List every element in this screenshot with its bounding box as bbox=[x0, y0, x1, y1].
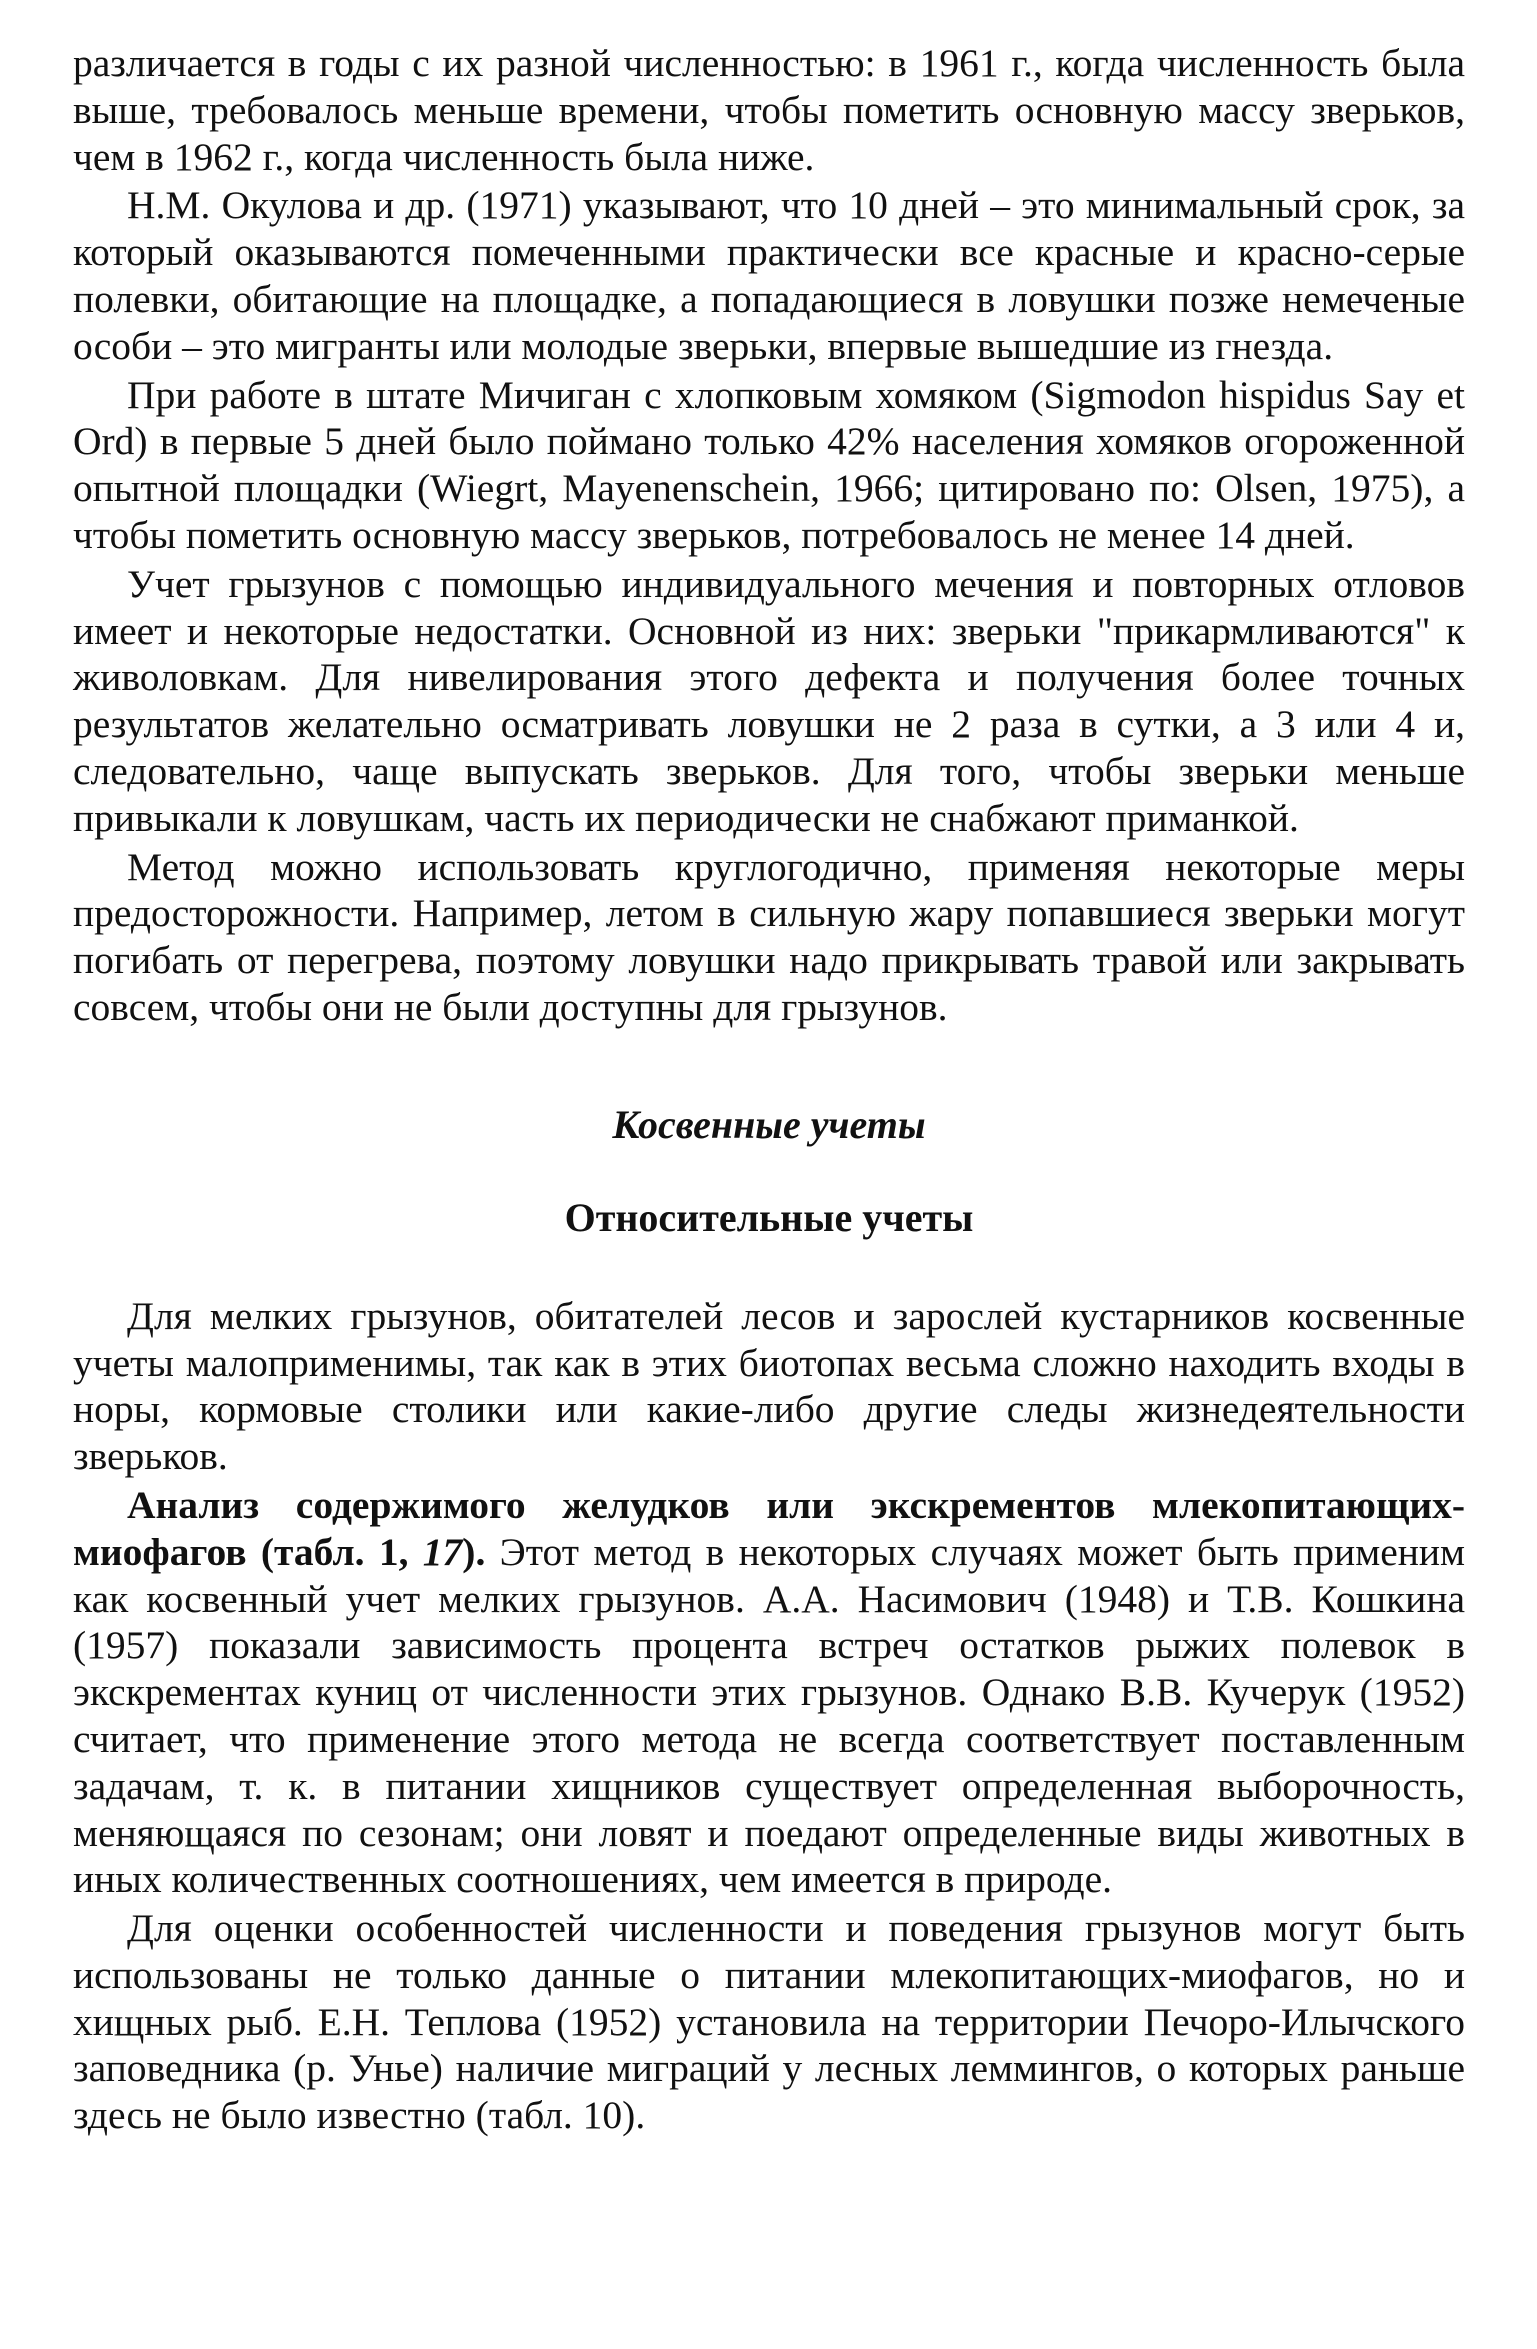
paragraph-year-round: Метод можно использовать круглогодично, применяя некоторые меры предосторожности. Например, летом в сильную жару попавшиеся зверьки могут погибать от перегрева, поэтому ловушки надо прикрывать травой или закрывать совсем, чтобы они не были доступны для грызунов. bbox=[73, 844, 1465, 1029]
paragraph-last: Для оценки особенностей численности и поведения грызунов могут быть использованы не только данные о питании млекопитающих-миофагов, но и хищных рыб. Е.Н. Теплова (1952) установила на территории Печоро-Илычского заповедника (р. Унье) наличие миграций у лесных леммингов, о которых раньше здесь не было известно (табл. 10). bbox=[73, 1906, 1465, 2138]
analysis-text: Этот метод в некоторых случаях может быть применим как косвенный учет мелких грызунов. А.А. Насимович (1948) и Т.В. Кошкина (1957) показали зависимость процента встреч остатков рыжих полевок в экскрементах куниц от численности этих грызунов. Однако В.В. Кучерук (1952) считает, что применение этого метода не всегда соответствует поставленным задачам, т. к. в питании хищников существует определенная выборочность, меняющаяся по сезонам; они ловят и поедают определенные виды животных в иных количественных соотношениях, чем имеется в природе. bbox=[73, 1529, 1465, 1902]
analysis-bold-lead: Анализ содержимого желудков или экскрементов млекопитающих-миофагов (табл. 1, bbox=[73, 1482, 1465, 1574]
analysis-bold-close: ). bbox=[462, 1529, 486, 1574]
paragraph-okulova: Н.М. Окулова и др. (1971) указывают, что 10 дней – это минимальный срок, за который оказываются помеченными практически все красные и красно-серые полевки, обитающие на площадке, а попадающиеся в ловушки позже немеченые особи – это мигранты или молодые зверьки, впервые вышедшие из гнезда. bbox=[73, 183, 1465, 368]
analysis-table-ref: 17 bbox=[422, 1529, 463, 1574]
paragraph-michigan: При работе в штате Мичиган с хлопковым хомяком (Sigmodon hispidus Say et Ord) в первые 5 дней было поймано только 42% населения хомяков огороженной опытной площадки (Wiegrt, Mayenenschein, 1966; цитировано по: Olsen, 1975), а чтобы пометить основную массу зверьков, потребовалось не менее 14 дней. bbox=[73, 372, 1465, 557]
subsection-heading: Относительные учеты bbox=[564, 1194, 974, 1240]
section-heading: Косвенные учеты bbox=[612, 1101, 926, 1147]
paragraph-analysis bbox=[73, 1482, 1465, 1903]
paragraph-intro: Для мелких грызунов, обитателей лесов и зарослей кустарников косвенные учеты малоприменимы, так как в этих биотопах весьма сложно находить входы в норы, кормовые столики или какие-либо другие следы жизнедеятельности зверьков. bbox=[73, 1293, 1465, 1479]
document-page bbox=[73, 40, 1465, 2141]
paragraph-continued: различается в годы с их разной численностью: в 1961 г., когда численность была выше, требовалось меньше времени, чтобы пометить основную массу зверьков, чем в 1962 г., когда численность была ниже. bbox=[73, 41, 1465, 179]
paragraph-drawbacks: Учет грызунов с помощью индивидуального мечения и повторных отловов имеет и некоторые недостатки. Основной из них: зверьки "прикармливаются" к живоловкам. Для нивелирования этого дефекта и получения более точных результатов желательно осматривать ловушки не 2 раза в сутки, а 3 или 4 и, следовательно, чаще выпускать зверьков. Для того, чтобы зверьки меньше привыкали к ловушкам, часть их периодически не снабжают приманкой. bbox=[73, 561, 1465, 840]
